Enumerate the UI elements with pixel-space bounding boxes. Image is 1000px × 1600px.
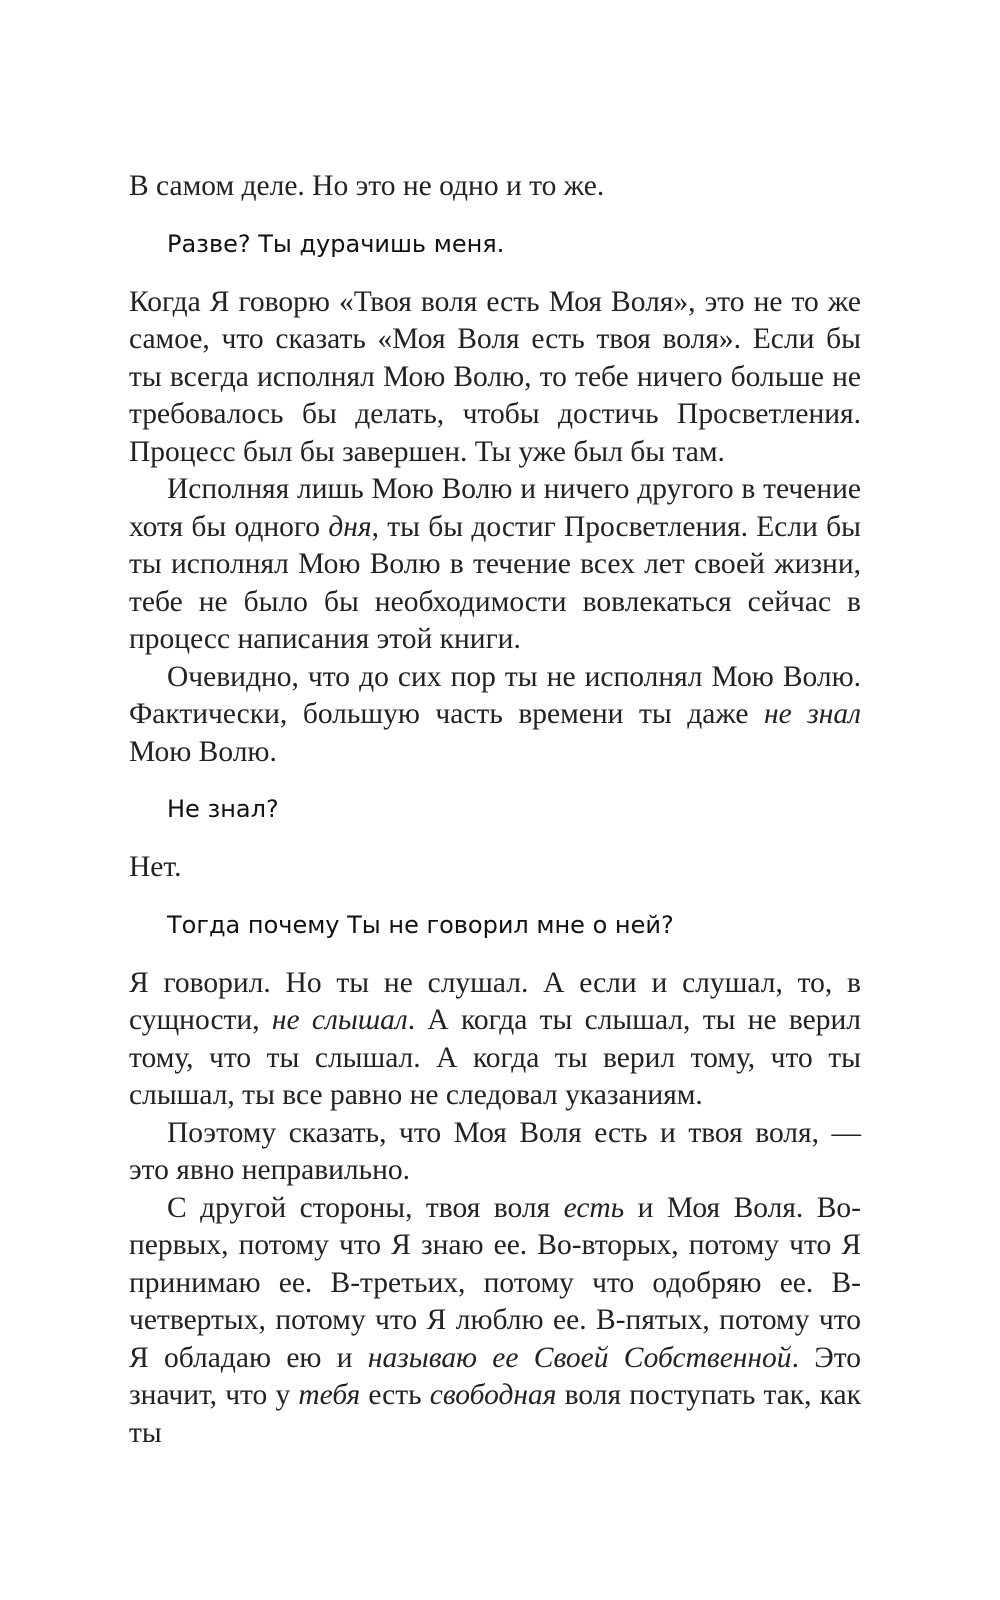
paragraph-8-emphasis-1: есть	[563, 1191, 625, 1224]
paragraph-4-emphasis: не знал	[763, 698, 861, 730]
paragraph-8-emphasis-2: называю ее Своей Собственной	[367, 1341, 792, 1374]
paragraph-5: Нет.	[129, 851, 182, 883]
paragraph-8-emphasis-3: тебя	[298, 1379, 361, 1411]
paragraph-8-text-a: С другой стороны, твоя воля	[167, 1191, 564, 1224]
paragraph-4-text-a: Очевидно, что до сих пор ты не исполнял Мою Волю. Фактически, большую часть времени ты даже	[129, 660, 861, 730]
paragraph-4	[129, 659, 861, 772]
paragraph-3	[129, 471, 861, 659]
paragraph-6-emphasis: не слышал	[271, 1004, 408, 1036]
paragraph-8	[129, 1190, 861, 1453]
question-1: Разве? Ты дурачишь меня.	[167, 229, 505, 258]
paragraph-8-text-c: и Моя Воля. Во-первых, потому что Я знаю ее. Во-вторых, потому что Я принимаю ее. В-третьих, потому что одобряю ее. В-четвертых, потому что Я люблю ее. В-пятых, потому что Я обладаю ею и	[129, 1191, 861, 1374]
question-2: Не знал?	[167, 795, 279, 823]
page-text	[129, 168, 861, 1452]
paragraph-6	[129, 965, 861, 1115]
paragraph-3-text-c: , ты бы достиг Просветления. Если бы ты исполнял Мою Волю в течение всех лет своей жизни, тебе не было бы необходимости вовлекаться сейчас в процесс написания этой книги.	[129, 510, 861, 655]
paragraph-3-emphasis: дня	[328, 510, 372, 543]
paragraph-8-emphasis-4: свободная	[429, 1379, 557, 1411]
paragraph-1: В самом деле. Но это не одно и то же.	[129, 170, 605, 202]
paragraph-8-text-g: есть	[360, 1379, 430, 1411]
paragraph-6-text-a: Я говорил. Но ты не слушал. А если и слушал, то, в сущности,	[129, 966, 861, 1036]
paragraph-6-text-c: . А когда ты слышал, ты не верил тому, что ты слышал. А когда ты верил тому, что ты слышал, ты все равно не следовал указаниям.	[129, 1004, 861, 1111]
paragraph-4-text-c: Мою Волю.	[129, 735, 277, 768]
paragraph-3-text-a: Исполняя лишь Мою Волю и ничего другого в течение хотя бы одного	[129, 473, 861, 543]
paragraph-2: Когда Я говорю «Твоя воля есть Моя Воля», это не то же самое, что сказать «Моя Воля есть твоя воля». Если бы ты всегда исполнял Мою Волю, то тебе ничего больше не требовалось бы делать, чтобы достичь Просветления. Процесс был бы завершен. Ты уже был бы там.	[129, 285, 861, 468]
paragraph-7: Поэтому сказать, что Моя Воля есть и твоя воля, — это явно неправильно.	[129, 1116, 861, 1186]
paragraph-8-text-e: . Это значит, что у	[129, 1341, 861, 1411]
question-3: Тогда почему Ты не говорил мне о ней?	[167, 910, 674, 939]
paragraph-8-text-i: воля поступать так, как ты	[129, 1379, 861, 1449]
